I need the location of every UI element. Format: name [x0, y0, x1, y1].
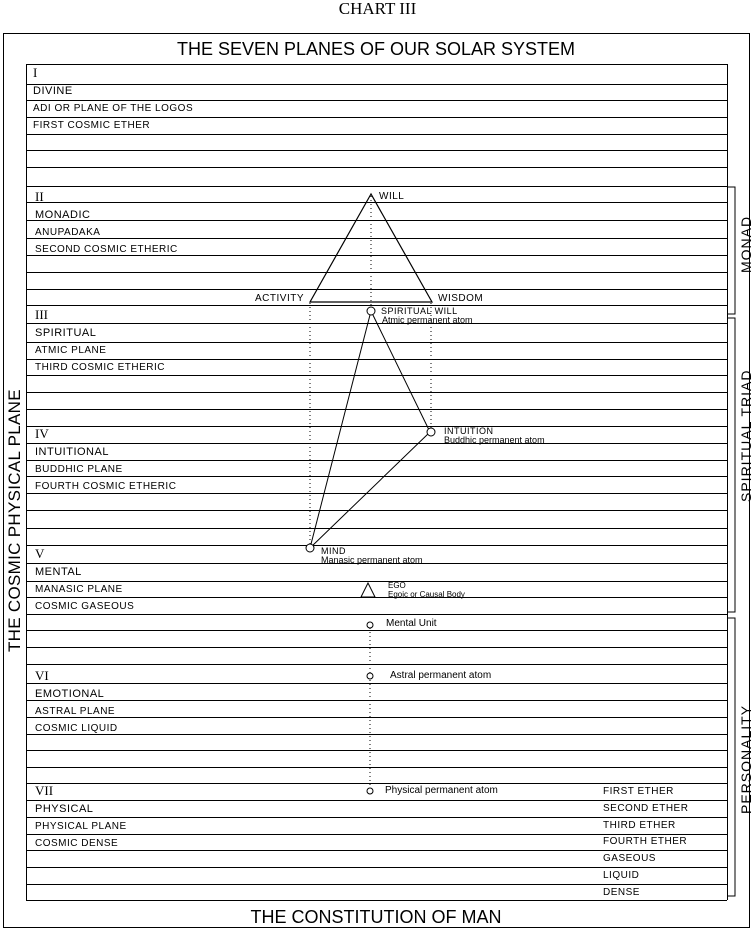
- plane-name: EMOTIONAL: [35, 688, 105, 700]
- plane-subtitle: ADI OR PLANE OF THE LOGOS: [33, 103, 194, 114]
- plane-cosmic-name: COSMIC GASEOUS: [35, 601, 135, 612]
- manasic-atom-label: Manasic permanent atom: [321, 555, 423, 565]
- physical-subplane-label: DENSE: [603, 886, 640, 898]
- spiritual-will-label: SPIRITUAL WILL: [381, 306, 458, 316]
- astral-atom-circle: [367, 673, 373, 679]
- plane-cosmic-name: SECOND COSMIC ETHERIC: [35, 244, 178, 255]
- will-label: WILL: [379, 191, 405, 202]
- plane-name: INTUITIONAL: [35, 446, 109, 458]
- ego-label: EGO: [388, 581, 406, 590]
- plane-numeral: IV: [35, 426, 49, 441]
- triad-line-will-mind: [310, 311, 371, 548]
- atmic-atom-label: Atmic permanent atom: [382, 315, 473, 325]
- chart-title: THE SEVEN PLANES OF OUR SOLAR SYSTEM: [176, 39, 576, 59]
- plane-name: DIVINE: [33, 85, 73, 97]
- astral-atom-label: Astral permanent atom: [390, 670, 492, 681]
- plane-name: SPIRITUAL: [35, 327, 97, 339]
- side-label-monad: MONAD: [738, 215, 754, 273]
- plane-numeral: I: [33, 65, 38, 80]
- side-label-triad: SPIRITUAL TRIAD: [738, 369, 754, 502]
- plane-subtitle: BUDDHIC PLANE: [35, 464, 123, 475]
- mind-label: MIND: [321, 546, 346, 556]
- physical-subplane-label: THIRD ETHER: [603, 819, 676, 831]
- causal-body-label: Egoic or Causal Body: [388, 590, 465, 599]
- plane-cosmic-name: FOURTH COSMIC ETHERIC: [35, 481, 177, 492]
- personality-bracket: [727, 618, 735, 896]
- mental-unit-circle: [367, 622, 373, 628]
- chart-label: CHART III: [338, 0, 417, 18]
- monad-bracket: [727, 187, 735, 314]
- plane-numeral: VI: [35, 668, 49, 683]
- triad-bracket: [727, 318, 735, 612]
- plane-subtitle: PHYSICAL PLANE: [35, 821, 127, 832]
- plane-cosmic-name: FIRST COSMIC ETHER: [33, 120, 151, 131]
- plane-subtitle: MANASIC PLANE: [35, 584, 123, 595]
- physical-subplane-label: FOURTH ETHER: [603, 836, 688, 848]
- intuition-label: INTUITION: [444, 426, 494, 436]
- wisdom-label: WISDOM: [438, 293, 484, 304]
- plane-cosmic-name: COSMIC DENSE: [35, 838, 119, 849]
- plane-subtitle: ATMIC PLANE: [35, 345, 107, 356]
- plane-cosmic-name: COSMIC LIQUID: [35, 723, 118, 734]
- buddhic-atom-label: Buddhic permanent atom: [444, 435, 545, 445]
- manasic-atom-circle: [306, 544, 314, 552]
- side-label-left: THE COSMIC PHYSICAL PLANE: [5, 389, 24, 652]
- chart-subtitle: THE CONSTITUTION OF MAN: [250, 907, 502, 927]
- physical-subplane-label: GASEOUS: [603, 853, 656, 865]
- atmic-atom-circle: [367, 307, 375, 315]
- side-label-personality: PERSONALITY: [738, 704, 754, 814]
- triad-line-intuition-mind: [310, 432, 430, 548]
- physical-subplane-label: SECOND ETHER: [603, 802, 689, 814]
- triad-line-will-intuition: [371, 311, 430, 432]
- physical-subplane-label: FIRST ETHER: [603, 786, 674, 797]
- buddhic-atom-circle: [427, 428, 435, 436]
- plane-name: MONADIC: [35, 209, 91, 221]
- plane-name: MENTAL: [35, 566, 82, 578]
- physical-atom-circle: [367, 788, 373, 794]
- plane-cosmic-name: THIRD COSMIC ETHERIC: [35, 362, 165, 373]
- plane-subtitle: ANUPADAKA: [35, 227, 101, 238]
- plane-subtitle: ASTRAL PLANE: [35, 706, 116, 717]
- ego-triangle: [361, 583, 375, 597]
- physical-atom-label: Physical permanent atom: [385, 785, 498, 796]
- plane-name: PHYSICAL: [35, 803, 94, 815]
- plane-numeral: II: [35, 189, 44, 204]
- activity-label: ACTIVITY: [255, 293, 305, 304]
- plane-numeral: VII: [35, 783, 54, 798]
- physical-subplane-label: LIQUID: [603, 870, 640, 881]
- plane-numeral: V: [35, 546, 45, 561]
- plane-numeral: III: [35, 307, 48, 322]
- mental-unit-label: Mental Unit: [386, 618, 437, 629]
